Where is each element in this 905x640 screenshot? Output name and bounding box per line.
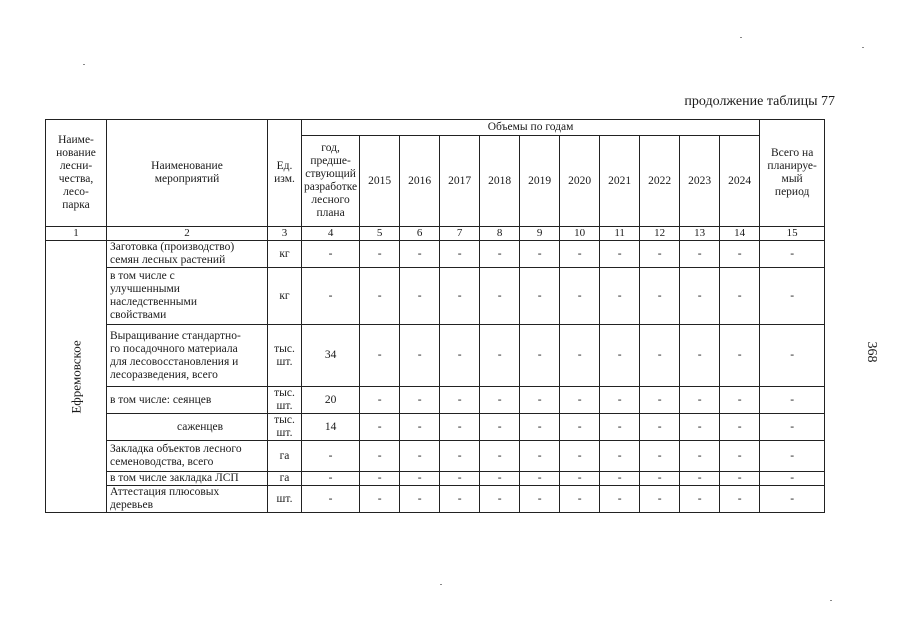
value-cell: - bbox=[480, 387, 520, 414]
header-year-2015: 2015 bbox=[360, 136, 400, 227]
value-cell: - bbox=[440, 387, 480, 414]
value-cell: - bbox=[360, 241, 400, 268]
value-cell: - bbox=[400, 486, 440, 513]
value-cell: - bbox=[760, 441, 825, 472]
header-year-2023: 2023 bbox=[680, 136, 720, 227]
value-cell: - bbox=[720, 472, 760, 486]
table-row bbox=[46, 441, 825, 472]
header-year-2022: 2022 bbox=[640, 136, 680, 227]
scan-speck bbox=[83, 64, 85, 65]
value-cell: - bbox=[302, 241, 360, 268]
column-number: 10 bbox=[560, 227, 600, 241]
value-cell: - bbox=[302, 268, 360, 325]
value-cell: - bbox=[680, 486, 720, 513]
column-number: 9 bbox=[520, 227, 560, 241]
value-cell: - bbox=[560, 241, 600, 268]
value-cell: - bbox=[720, 414, 760, 441]
value-cell: - bbox=[720, 441, 760, 472]
column-number: 11 bbox=[600, 227, 640, 241]
header-activity: Наименование мероприятий bbox=[107, 120, 268, 227]
value-cell: - bbox=[440, 325, 480, 387]
value-cell: - bbox=[640, 387, 680, 414]
value-cell: - bbox=[440, 472, 480, 486]
value-cell: - bbox=[640, 325, 680, 387]
value-cell: - bbox=[680, 472, 720, 486]
value-cell: - bbox=[400, 441, 440, 472]
unit: тыс. шт. bbox=[268, 414, 302, 441]
table-row bbox=[46, 241, 825, 268]
value-cell: - bbox=[720, 268, 760, 325]
value-cell: - bbox=[640, 241, 680, 268]
value-cell: - bbox=[520, 325, 560, 387]
forestry-name: Ефремовское bbox=[68, 339, 84, 414]
forestry-name-cell bbox=[46, 241, 107, 513]
value-cell: - bbox=[302, 486, 360, 513]
activity-name: Заготовка (производство) семян лесных растений bbox=[107, 241, 268, 268]
activity-name: в том числе закладка ЛСП bbox=[107, 472, 268, 486]
value-cell: - bbox=[560, 472, 600, 486]
column-number: 15 bbox=[760, 227, 825, 241]
header-year-2016: 2016 bbox=[400, 136, 440, 227]
value-cell: - bbox=[600, 325, 640, 387]
table-row bbox=[46, 325, 825, 387]
value-cell: - bbox=[640, 414, 680, 441]
header-total: Всего на планируе- мый период bbox=[760, 120, 825, 227]
value-cell: - bbox=[560, 325, 600, 387]
value-cell: - bbox=[400, 414, 440, 441]
header-year-2018: 2018 bbox=[480, 136, 520, 227]
value-cell: - bbox=[640, 472, 680, 486]
value-cell: - bbox=[400, 268, 440, 325]
value-cell: - bbox=[360, 472, 400, 486]
scan-speck bbox=[830, 600, 832, 601]
unit: га bbox=[268, 441, 302, 472]
value-cell: - bbox=[680, 268, 720, 325]
value-cell: - bbox=[760, 387, 825, 414]
unit: тыс. шт. bbox=[268, 387, 302, 414]
activity-name: саженцев bbox=[107, 414, 268, 441]
value-cell: - bbox=[720, 387, 760, 414]
page-number: 368 bbox=[864, 341, 879, 363]
header-year-2019: 2019 bbox=[520, 136, 560, 227]
value-cell: - bbox=[480, 414, 520, 441]
unit: кг bbox=[268, 268, 302, 325]
value-cell: - bbox=[560, 441, 600, 472]
value-cell: - bbox=[480, 486, 520, 513]
column-number: 2 bbox=[107, 227, 268, 241]
value-cell: - bbox=[600, 472, 640, 486]
unit: шт. bbox=[268, 486, 302, 513]
header-prev-year: год, предше- ствующий разработке лесного плана bbox=[302, 136, 360, 227]
value-cell: - bbox=[400, 325, 440, 387]
value-cell: 14 bbox=[302, 414, 360, 441]
activity-name: в том числе: сеянцев bbox=[107, 387, 268, 414]
scan-speck bbox=[862, 47, 864, 48]
value-cell: - bbox=[680, 325, 720, 387]
value-cell: - bbox=[520, 472, 560, 486]
column-number: 14 bbox=[720, 227, 760, 241]
table-continuation-caption: продолжение таблицы 77 bbox=[684, 94, 835, 109]
value-cell: - bbox=[480, 325, 520, 387]
header-year-2020: 2020 bbox=[560, 136, 600, 227]
table-row bbox=[46, 486, 825, 513]
activity-name: Выращивание стандартно- го посадочного материала для лесовосстановления и лесоразведения, всего bbox=[107, 325, 268, 387]
value-cell: - bbox=[360, 486, 400, 513]
table-row bbox=[46, 268, 825, 325]
value-cell: - bbox=[480, 441, 520, 472]
column-number: 13 bbox=[680, 227, 720, 241]
value-cell: - bbox=[760, 268, 825, 325]
value-cell: - bbox=[360, 268, 400, 325]
column-number: 5 bbox=[360, 227, 400, 241]
value-cell: - bbox=[760, 241, 825, 268]
value-cell: - bbox=[760, 414, 825, 441]
activity-name: в том числе с улучшенными наследственными свойствами bbox=[107, 268, 268, 325]
value-cell: - bbox=[440, 414, 480, 441]
value-cell: - bbox=[720, 241, 760, 268]
value-cell: - bbox=[400, 241, 440, 268]
header-year-2024: 2024 bbox=[720, 136, 760, 227]
value-cell: - bbox=[440, 441, 480, 472]
table-row bbox=[46, 414, 825, 441]
value-cell: - bbox=[440, 268, 480, 325]
column-number: 12 bbox=[640, 227, 680, 241]
value-cell: - bbox=[440, 486, 480, 513]
header-unit: Ед. изм. bbox=[268, 120, 302, 227]
value-cell: - bbox=[640, 268, 680, 325]
value-cell: - bbox=[600, 268, 640, 325]
header-year-2017: 2017 bbox=[440, 136, 480, 227]
value-cell: - bbox=[560, 387, 600, 414]
unit: кг bbox=[268, 241, 302, 268]
value-cell: - bbox=[560, 486, 600, 513]
value-cell: - bbox=[440, 241, 480, 268]
value-cell: - bbox=[480, 241, 520, 268]
value-cell: - bbox=[520, 441, 560, 472]
header-year-2021: 2021 bbox=[600, 136, 640, 227]
value-cell: - bbox=[520, 387, 560, 414]
activity-name: Аттестация плюсовых деревьев bbox=[107, 486, 268, 513]
column-number: 4 bbox=[302, 227, 360, 241]
column-number: 6 bbox=[400, 227, 440, 241]
value-cell: - bbox=[760, 325, 825, 387]
value-cell: - bbox=[680, 387, 720, 414]
value-cell: - bbox=[360, 441, 400, 472]
header-forestry: Наиме- нование лесни- чества, лесо- парка bbox=[46, 120, 107, 227]
table-row bbox=[46, 472, 825, 486]
value-cell: - bbox=[640, 486, 680, 513]
value-cell: - bbox=[680, 241, 720, 268]
column-number: 8 bbox=[480, 227, 520, 241]
value-cell: - bbox=[680, 414, 720, 441]
value-cell: - bbox=[560, 414, 600, 441]
value-cell: - bbox=[360, 414, 400, 441]
value-cell: - bbox=[520, 486, 560, 513]
value-cell: - bbox=[560, 268, 600, 325]
value-cell: - bbox=[600, 486, 640, 513]
value-cell: 20 bbox=[302, 387, 360, 414]
value-cell: - bbox=[600, 241, 640, 268]
value-cell: - bbox=[360, 325, 400, 387]
value-cell: - bbox=[480, 472, 520, 486]
unit: тыс. шт. bbox=[268, 325, 302, 387]
scan-speck bbox=[440, 584, 442, 585]
value-cell: - bbox=[760, 486, 825, 513]
value-cell: - bbox=[680, 441, 720, 472]
value-cell: - bbox=[720, 325, 760, 387]
value-cell: - bbox=[360, 387, 400, 414]
value-cell: - bbox=[600, 387, 640, 414]
value-cell: - bbox=[640, 441, 680, 472]
column-number: 3 bbox=[268, 227, 302, 241]
value-cell: - bbox=[600, 441, 640, 472]
value-cell: - bbox=[302, 441, 360, 472]
unit: га bbox=[268, 472, 302, 486]
scan-speck bbox=[740, 37, 742, 38]
table-row bbox=[46, 387, 825, 414]
value-cell: - bbox=[600, 414, 640, 441]
value-cell: - bbox=[520, 414, 560, 441]
value-cell: - bbox=[520, 268, 560, 325]
value-cell: - bbox=[400, 387, 440, 414]
value-cell: - bbox=[720, 486, 760, 513]
header-volumes-by-year: Объемы по годам bbox=[302, 120, 760, 136]
activity-name: Закладка объектов лесного семеноводства, всего bbox=[107, 441, 268, 472]
column-number: 1 bbox=[46, 227, 107, 241]
column-number: 7 bbox=[440, 227, 480, 241]
value-cell: 34 bbox=[302, 325, 360, 387]
forest-plan-table bbox=[45, 119, 825, 513]
value-cell: - bbox=[400, 472, 440, 486]
value-cell: - bbox=[480, 268, 520, 325]
value-cell: - bbox=[520, 241, 560, 268]
value-cell: - bbox=[302, 472, 360, 486]
value-cell: - bbox=[760, 472, 825, 486]
